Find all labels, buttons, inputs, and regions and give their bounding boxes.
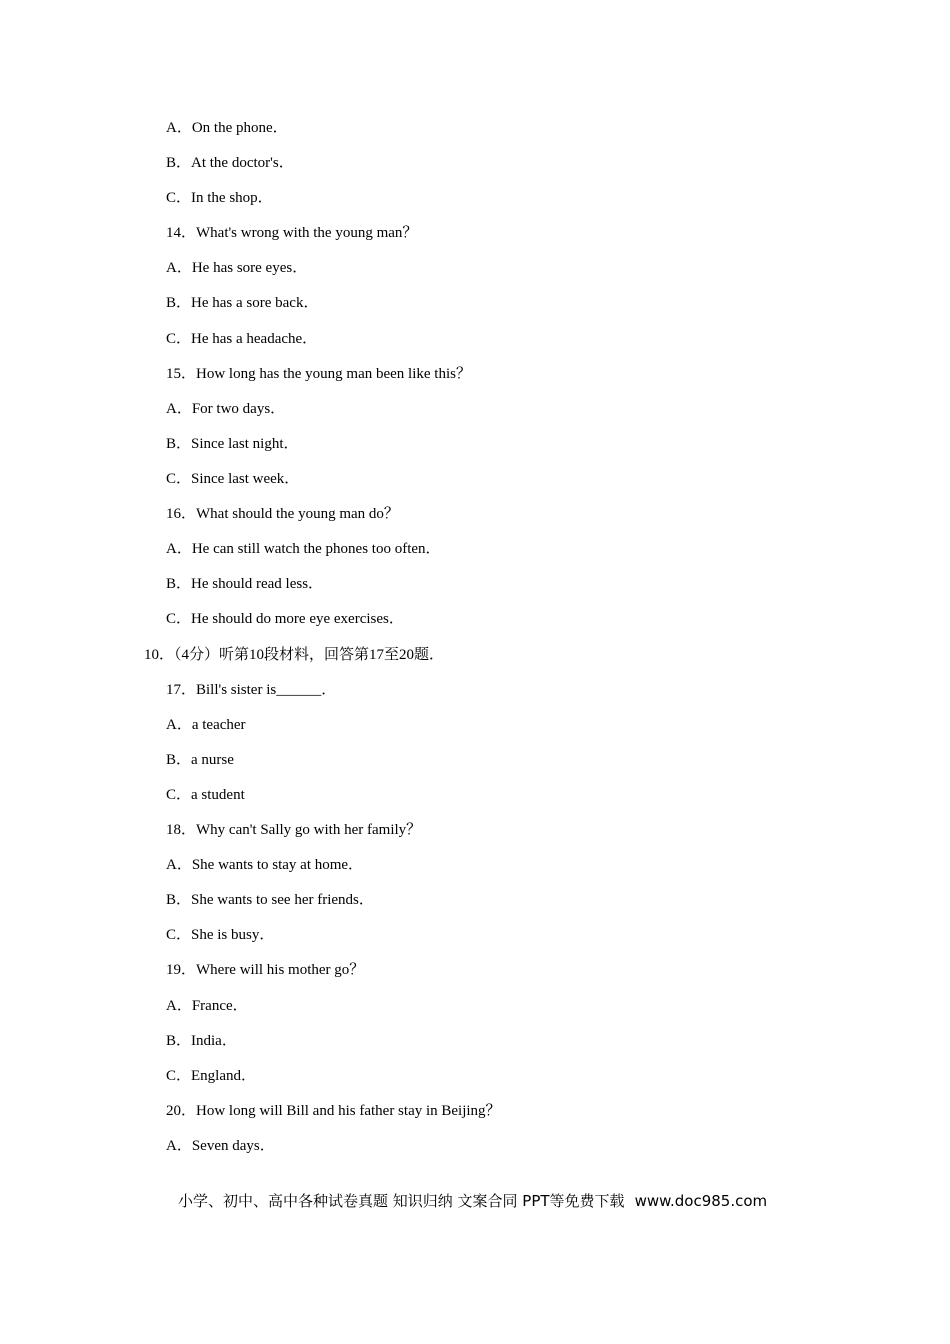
page-footer	[178, 1191, 767, 1211]
option-a-17: A．a teacher	[166, 717, 246, 733]
question-17: 17．Bill's sister is______．	[166, 682, 337, 698]
question-15: 15．How long has the young man been like this？	[166, 366, 471, 382]
option-b-19: B．India．	[166, 1033, 237, 1049]
option-a-14: A．He has sore eyes．	[166, 260, 308, 276]
option-a-20: A．Seven days．	[166, 1138, 275, 1154]
footer-url: www.doc985.com	[634, 1192, 768, 1210]
question-18: 18．Why can't Sally go with her family？	[166, 822, 422, 838]
option-c-16: C．He should do more eye exercises．	[166, 611, 404, 627]
section-10-heading: 10．（4分）听第10段材料，回答第17至20题．	[144, 647, 445, 663]
option-b-14: B．He has a sore back．	[166, 295, 319, 311]
option-c-13: C．In the shop．	[166, 190, 273, 206]
question-14: 14．What's wrong with the young man？	[166, 225, 418, 241]
option-b-17: B．a nurse	[166, 752, 234, 768]
option-c-15: C．Since last week．	[166, 471, 300, 487]
question-19: 19．Where will his mother go？	[166, 962, 365, 978]
footer-text: 小学、初中、高中各种试卷真题 知识归纳 文案合同 PPT等免费下载	[178, 1192, 625, 1210]
question-20: 20．How long will Bill and his father stay in Beijing？	[166, 1103, 501, 1119]
option-a-15: A．For two days．	[166, 401, 286, 417]
option-b-13: B．At the doctor's．	[166, 155, 294, 171]
option-a-16: A．He can still watch the phones too often．	[166, 541, 441, 557]
option-a-13: A．On the phone．	[166, 120, 288, 136]
option-b-18: B．She wants to see her friends．	[166, 892, 374, 908]
option-b-15: B．Since last night．	[166, 436, 299, 452]
option-b-16: B．He should read less．	[166, 576, 324, 592]
option-c-19: C．England．	[166, 1068, 256, 1084]
option-c-17: C．a student	[166, 787, 245, 803]
option-a-18: A．She wants to stay at home．	[166, 857, 364, 873]
option-a-19: A．France．	[166, 998, 248, 1014]
option-c-14: C．He has a headache．	[166, 331, 318, 347]
question-16: 16．What should the young man do？	[166, 506, 399, 522]
option-c-18: C．She is busy．	[166, 927, 275, 943]
